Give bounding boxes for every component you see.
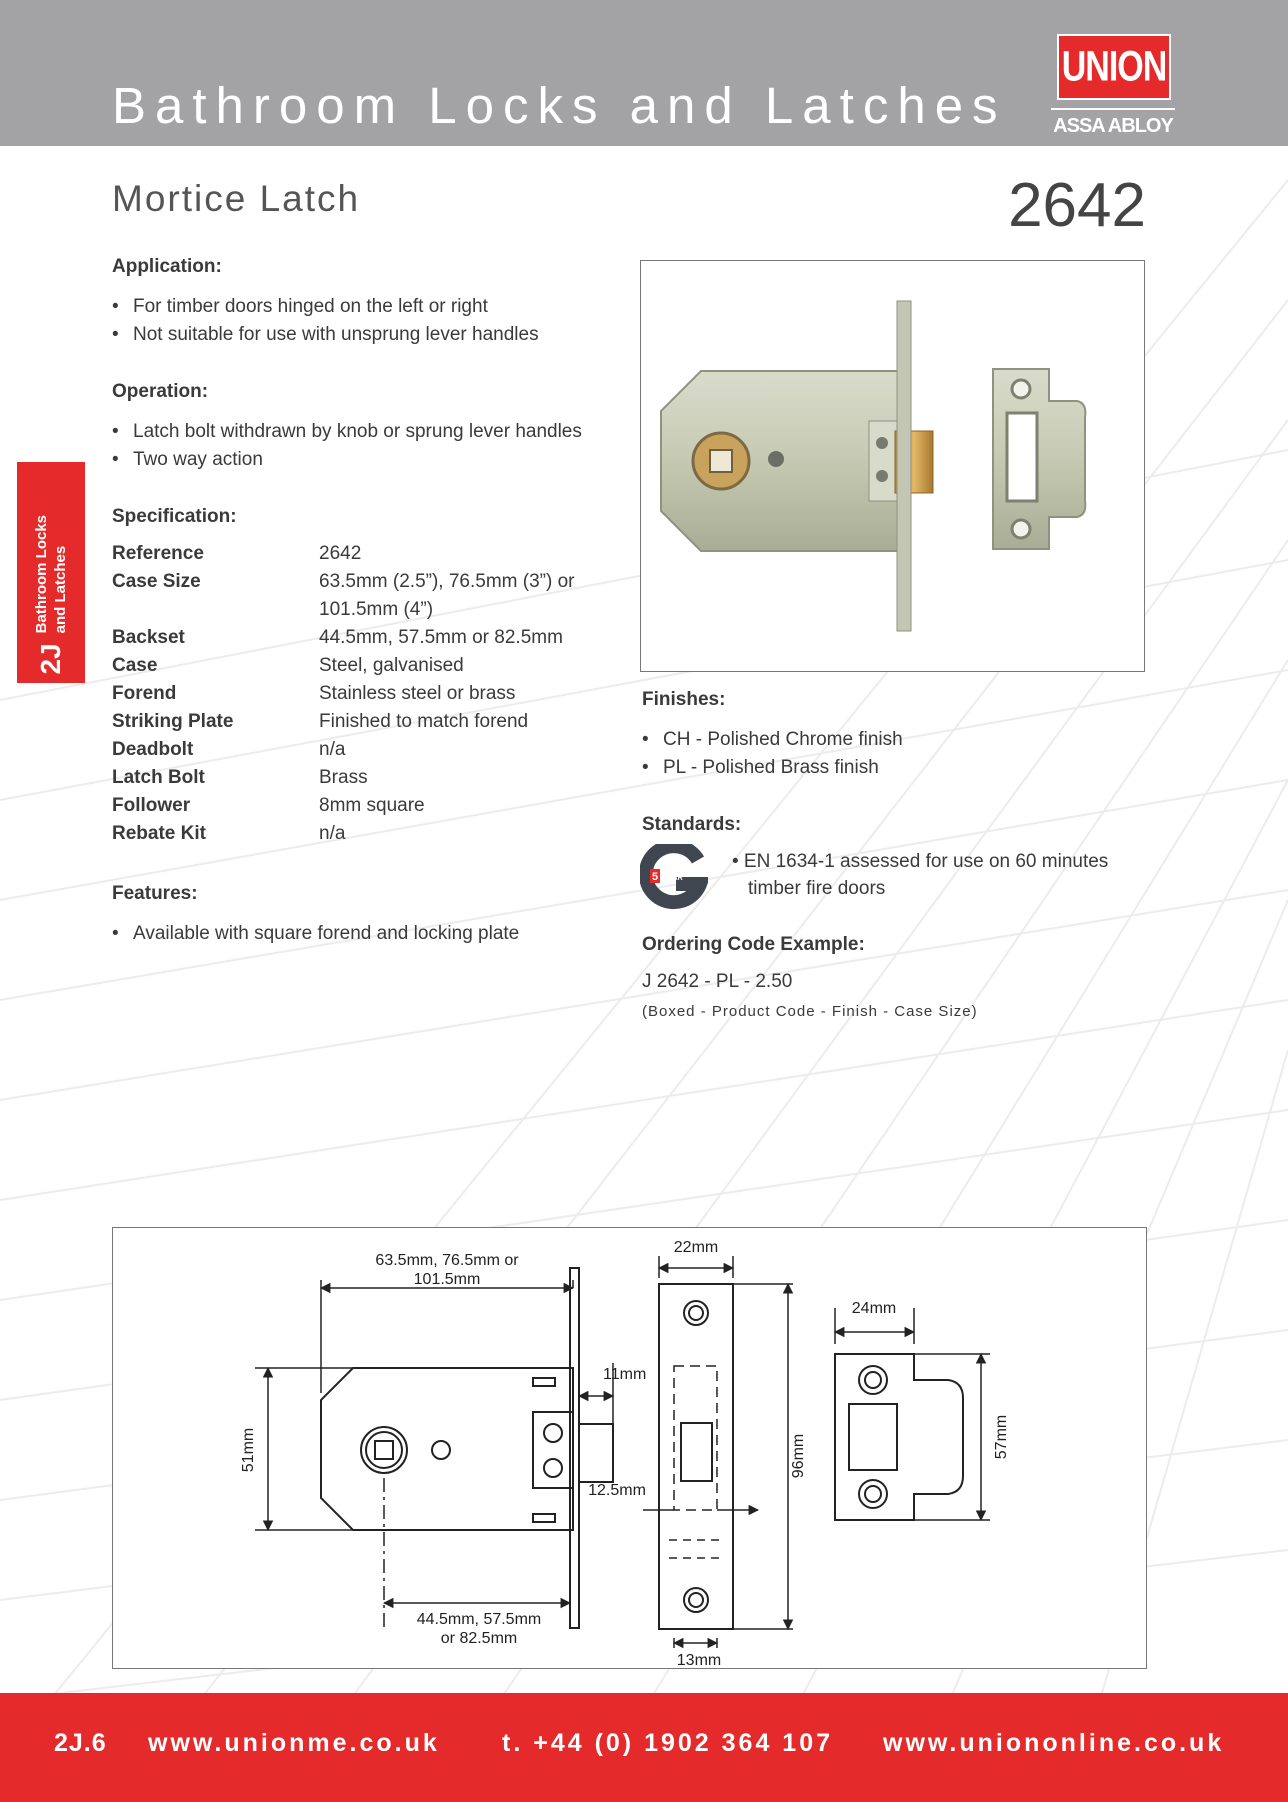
spec-label: Deadbolt [112,739,194,760]
list-item: • Latch bolt withdrawn by knob or sprung lever handles [112,418,582,446]
spec-row [112,624,619,652]
badge-number: 5 [651,871,659,883]
finishes-heading: Finishes: [642,689,726,710]
dim-bolt-width: 13mm [676,1652,722,1668]
spec-label: Striking Plate [112,711,234,732]
spec-label: Rebate Kit [112,823,206,844]
spec-value: Stainless steel or brass [319,683,516,704]
dim-forend-height: 96mm [790,1433,807,1479]
spec-row [112,736,619,764]
spec-value: Brass [319,767,368,788]
standards-line2: timber fire doors [748,878,886,899]
spec-value: Steel, galvanised [319,655,464,676]
footer-website-2[interactable]: www.uniononline.co.uk [883,1729,1225,1757]
list-item: • CH - Polished Chrome finish [642,726,903,754]
dim-case-size-1: 63.5mm, 76.5mm or [375,1252,519,1269]
logo-text: UNION [1061,43,1167,91]
dim-case-height: 51mm [240,1427,257,1473]
spec-label: Latch Bolt [112,767,205,788]
dim-bolt-projection: 11mm [603,1366,647,1383]
product-number: 2642 [1008,171,1146,240]
union-logo [1057,34,1171,100]
ordering-note: (Boxed - Product Code - Finish - Case Size) [642,1003,978,1020]
logo-subtext: ASSA ABLOY [1053,115,1173,137]
operation-list [112,418,582,474]
spec-row [112,568,619,624]
product-name: Mortice Latch [112,178,361,219]
ordering-heading: Ordering Code Example: [642,934,865,955]
section-label-line2: and Latches [52,545,69,634]
dim-strike-height: 57mm [993,1414,1010,1460]
standards-line1: • EN 1634-1 assessed for use on 60 minutes [732,851,1109,872]
spec-value: 8mm square [319,795,425,816]
spec-label: Forend [112,683,177,704]
spec-row [112,540,619,568]
ordering-code: J 2642 - PL - 2.50 [642,971,793,992]
spec-value: 63.5mm (2.5”), 76.5mm (3”) or 101.5mm (4”) [319,571,575,620]
spec-label: Case [112,655,158,676]
technical-drawing [112,1227,1147,1669]
standards-heading: Standards: [642,814,742,835]
guarantee-5-year-icon [640,844,708,910]
spec-value: 44.5mm, 57.5mm or 82.5mm [319,627,563,648]
spec-label: Reference [112,543,204,564]
spec-label: Backset [112,627,185,648]
spec-value: n/a [319,823,346,844]
features-heading: Features: [112,883,198,904]
page-number: 2J.6 [54,1729,107,1757]
dim-forend-width: 22mm [673,1239,719,1256]
list-item: • Available with square forend and locking plate [112,920,519,948]
list-item: • Two way action [112,446,582,474]
dim-bolt-offset: 12.5mm [588,1482,646,1499]
badge-label: YEAR [663,875,683,882]
footer-phone: t. +44 (0) 1902 364 107 [502,1729,833,1757]
specification-table [112,540,619,848]
spec-row [112,792,619,820]
page-header [0,0,1288,146]
page-footer [0,1693,1288,1802]
spec-value: n/a [319,739,346,760]
application-heading: Application: [112,256,222,277]
dim-backset-1: 44.5mm, 57.5mm [416,1611,542,1628]
spec-label: Follower [112,795,191,816]
standards-text [732,848,1108,902]
operation-heading: Operation: [112,381,209,402]
section-label-line1: Bathroom Locks [33,514,50,634]
logo-divider [1051,108,1175,110]
section-tab [17,462,85,683]
spec-row [112,652,619,680]
spec-label: Case Size [112,571,201,592]
list-item: • For timber doors hinged on the left or right [112,293,539,321]
features-list [112,920,519,948]
spec-row [112,820,619,848]
spec-row [112,680,619,708]
dim-backset-2: or 82.5mm [440,1630,518,1647]
spec-row [112,764,619,792]
lock-case-drawing [255,1268,613,1628]
header-title: Bathroom Locks and Latches [112,77,1007,134]
list-item: • Not suitable for use with unsprung lever handles [112,321,539,349]
spec-row [112,708,619,736]
application-list [112,293,539,349]
dim-case-size-2: 101.5mm [413,1271,481,1288]
footer-website-1[interactable]: www.unionme.co.uk [148,1729,440,1757]
finishes-list [642,726,903,782]
forend-drawing [643,1256,793,1648]
product-photo [640,260,1145,672]
spec-value: Finished to match forend [319,711,529,732]
mortice-latch-illustration [641,261,1144,671]
specification-heading: Specification: [112,506,237,527]
spec-value: 2642 [319,543,362,564]
list-item: • PL - Polished Brass finish [642,754,903,782]
striking-plate-drawing [835,1308,990,1520]
dim-strike-width: 24mm [851,1300,897,1317]
section-code: 2J [35,643,66,675]
